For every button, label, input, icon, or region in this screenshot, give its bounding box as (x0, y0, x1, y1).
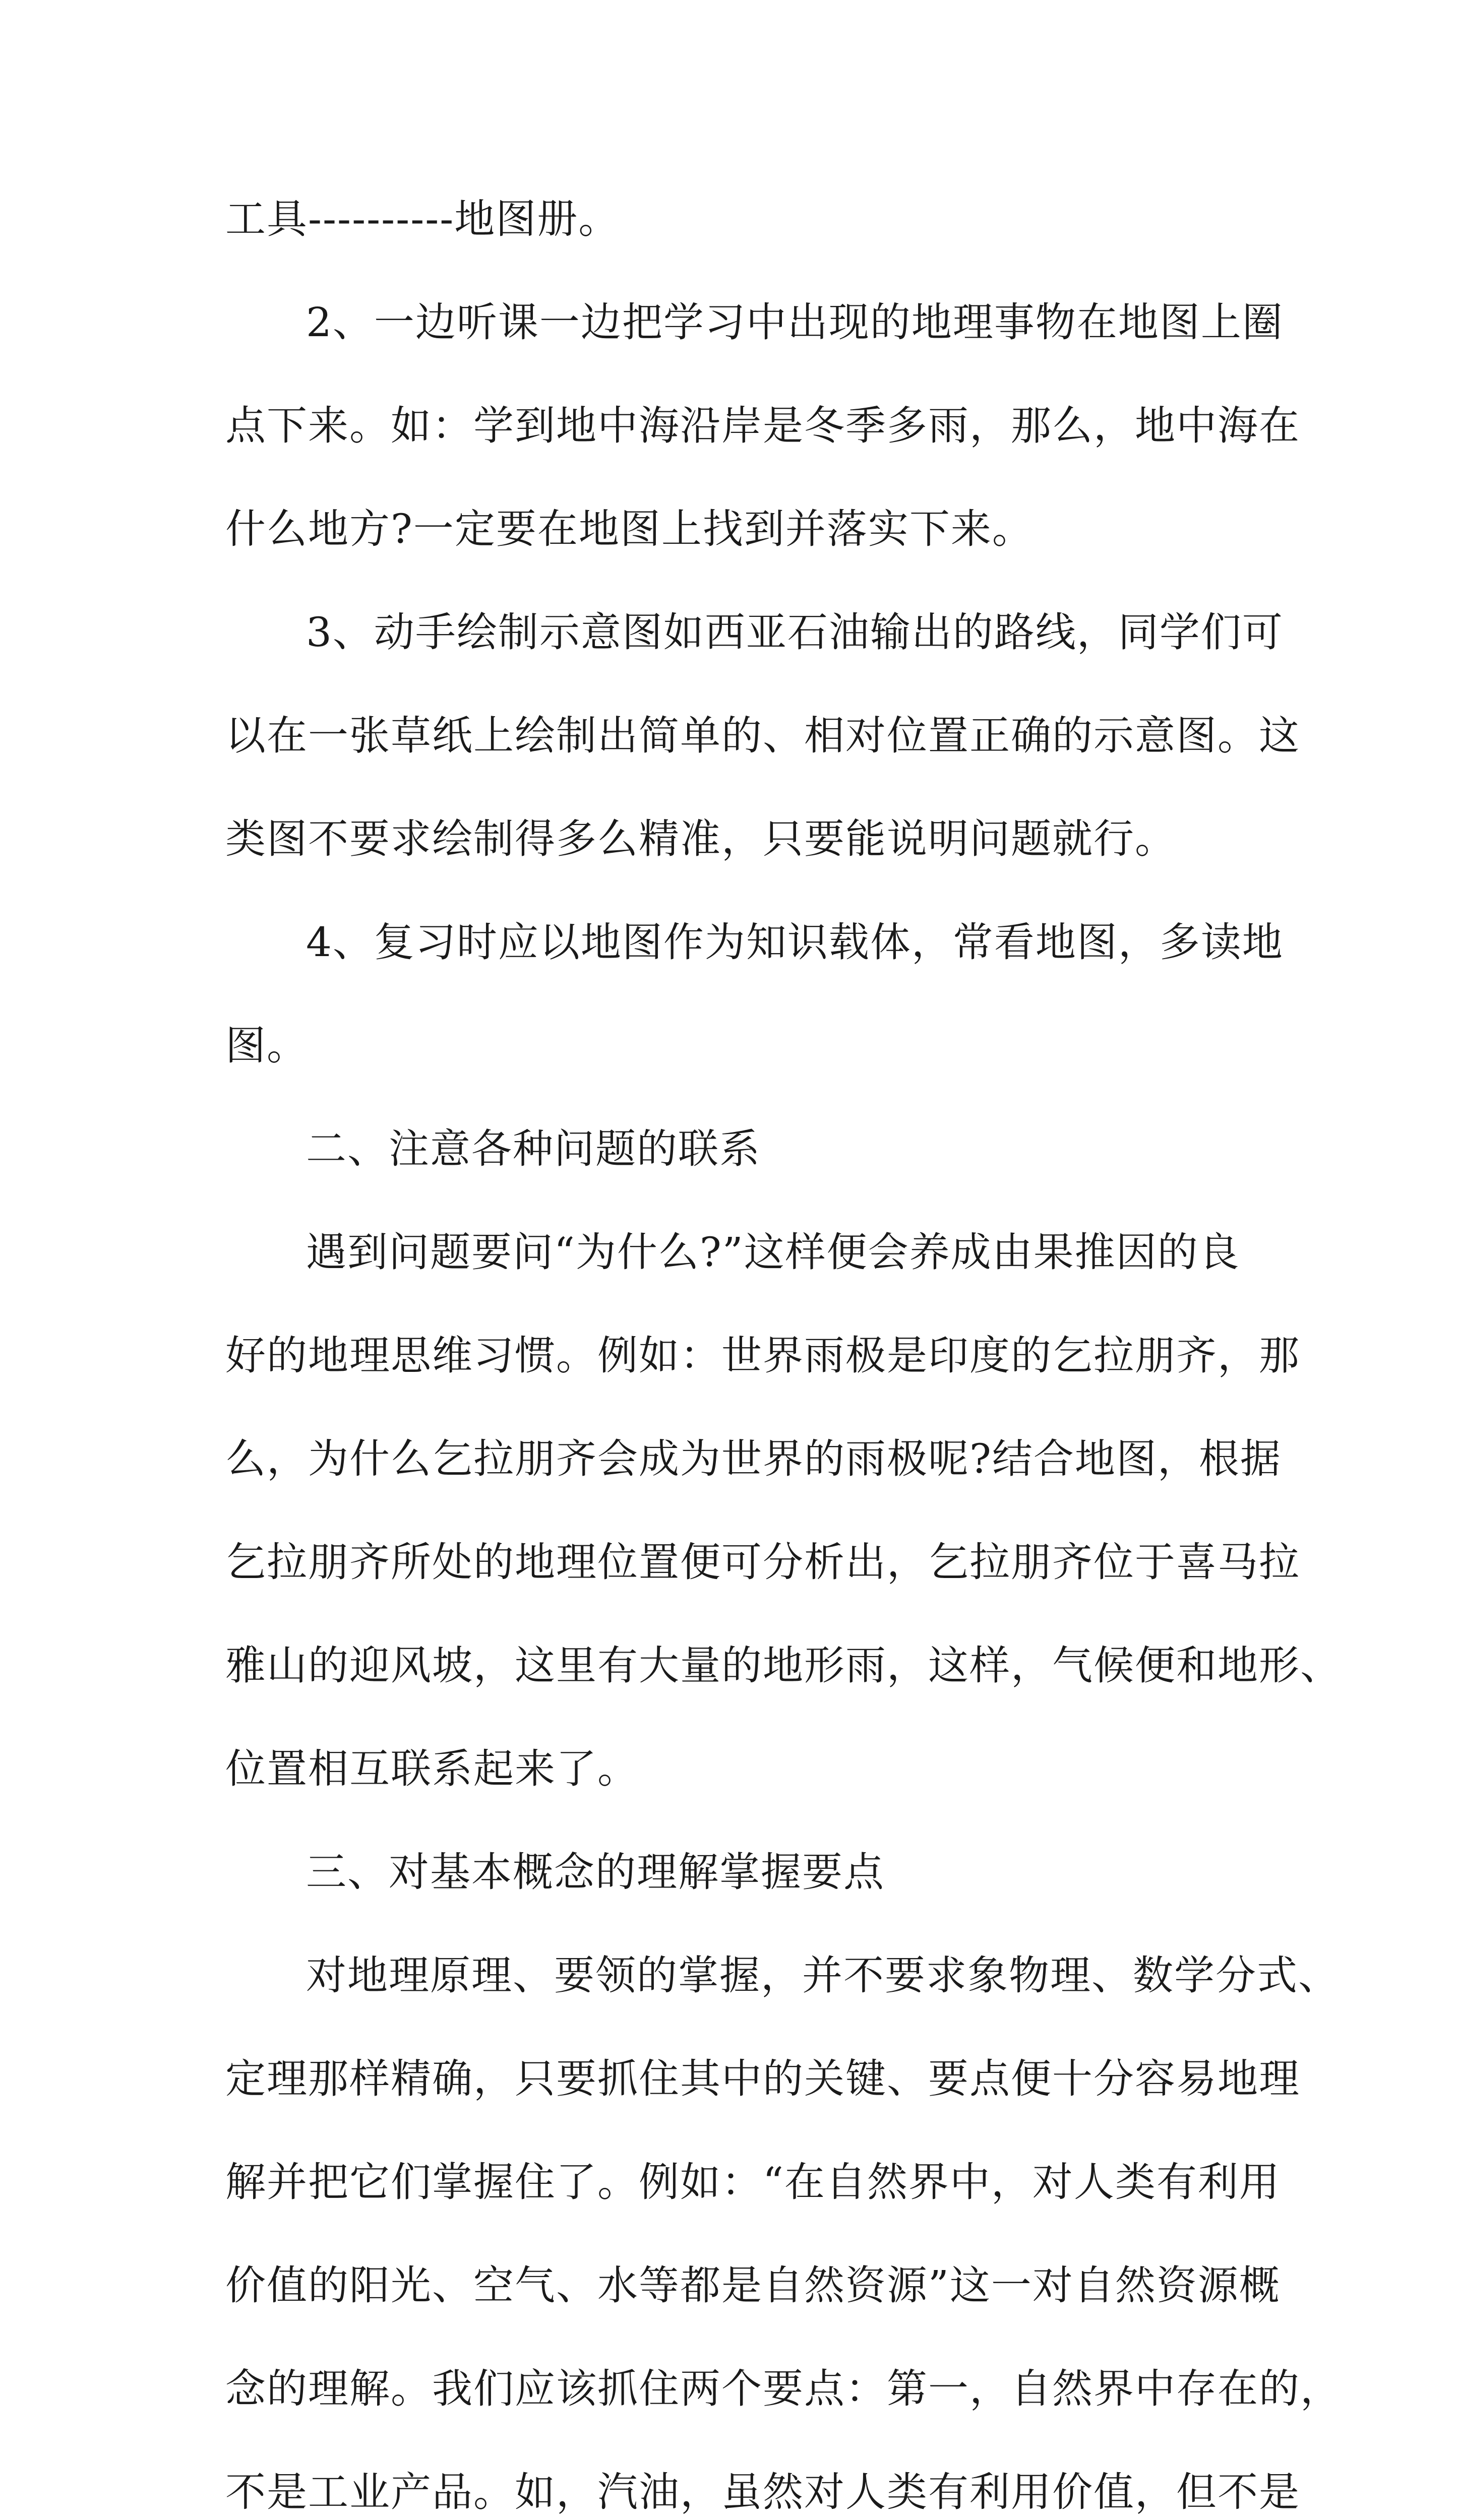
text-line: 不是工业产品。如，汽油，虽然对人类有利用价值，但不是 (225, 2469, 1300, 2515)
text-line: 遇到问题要问“为什么?”这样便会养成由果推因的良 (306, 1229, 1240, 1276)
text-line: 位置相互联系起来了。 (225, 1745, 639, 1792)
section-heading: 二、注意各种问题的联系 (306, 1125, 761, 1172)
body-text (225, 179, 1342, 2520)
text-line: 什么地方?一定要在地图上找到并落实下来。 (225, 506, 1034, 552)
text-line: 乞拉朋齐所处的地理位置便可分析出，乞拉朋齐位于喜马拉 (225, 1539, 1300, 1586)
text-line: 3、动手绘制示意图如西亚石油输出的路线，同学们可 (306, 609, 1284, 656)
text-line: 解并把它们掌握住了。例如：“在自然界中，对人类有利用 (225, 2159, 1281, 2206)
text-line: 工具----------地图册。 (225, 196, 620, 242)
text-line: 么，为什么乞拉朋齐会成为世界的雨极呢?结合地图，根据 (225, 1435, 1282, 1482)
text-line: 好的地理思维习惯。例如：世界雨极是印度的乞拉朋齐，那 (225, 1332, 1300, 1379)
section-heading: 三、对基本概念的理解掌握要点 (306, 1849, 885, 1896)
text-line: 雅山的迎风坡，这里有大量的地形雨，这样，气候便和地形、 (225, 1642, 1342, 1689)
text-line: 定理那样精确，只要抓住其中的关键、要点便十分容易地理 (225, 2055, 1300, 2102)
text-line: 4、复习时应以地图作为知识载体，常看地图，多读地 (306, 919, 1284, 966)
text-line: 价值的阳光、空气、水等都是自然资源”这一对自然资源概 (225, 2262, 1281, 2309)
text-line: 图。 (225, 1022, 308, 1069)
text-line: 2、一边听课一边把学习中出现的地理事物在地图上圈 (306, 299, 1284, 346)
text-line: 以在一张草纸上绘制出简单的、相对位置正确的示意图。这 (225, 712, 1300, 759)
text-line: 点下来。如：学到地中海沿岸是冬季多雨，那么，地中海在 (225, 402, 1300, 449)
text-line: 类图不要求绘制得多么精准，只要能说明问题就行。 (225, 815, 1176, 862)
text-line: 念的理解。我们应该抓住两个要点：第一，自然界中存在的， (225, 2365, 1342, 2412)
text-line: 对地理原理、要领的掌握，并不要求象物理、数学分式、 (306, 1952, 1340, 1999)
